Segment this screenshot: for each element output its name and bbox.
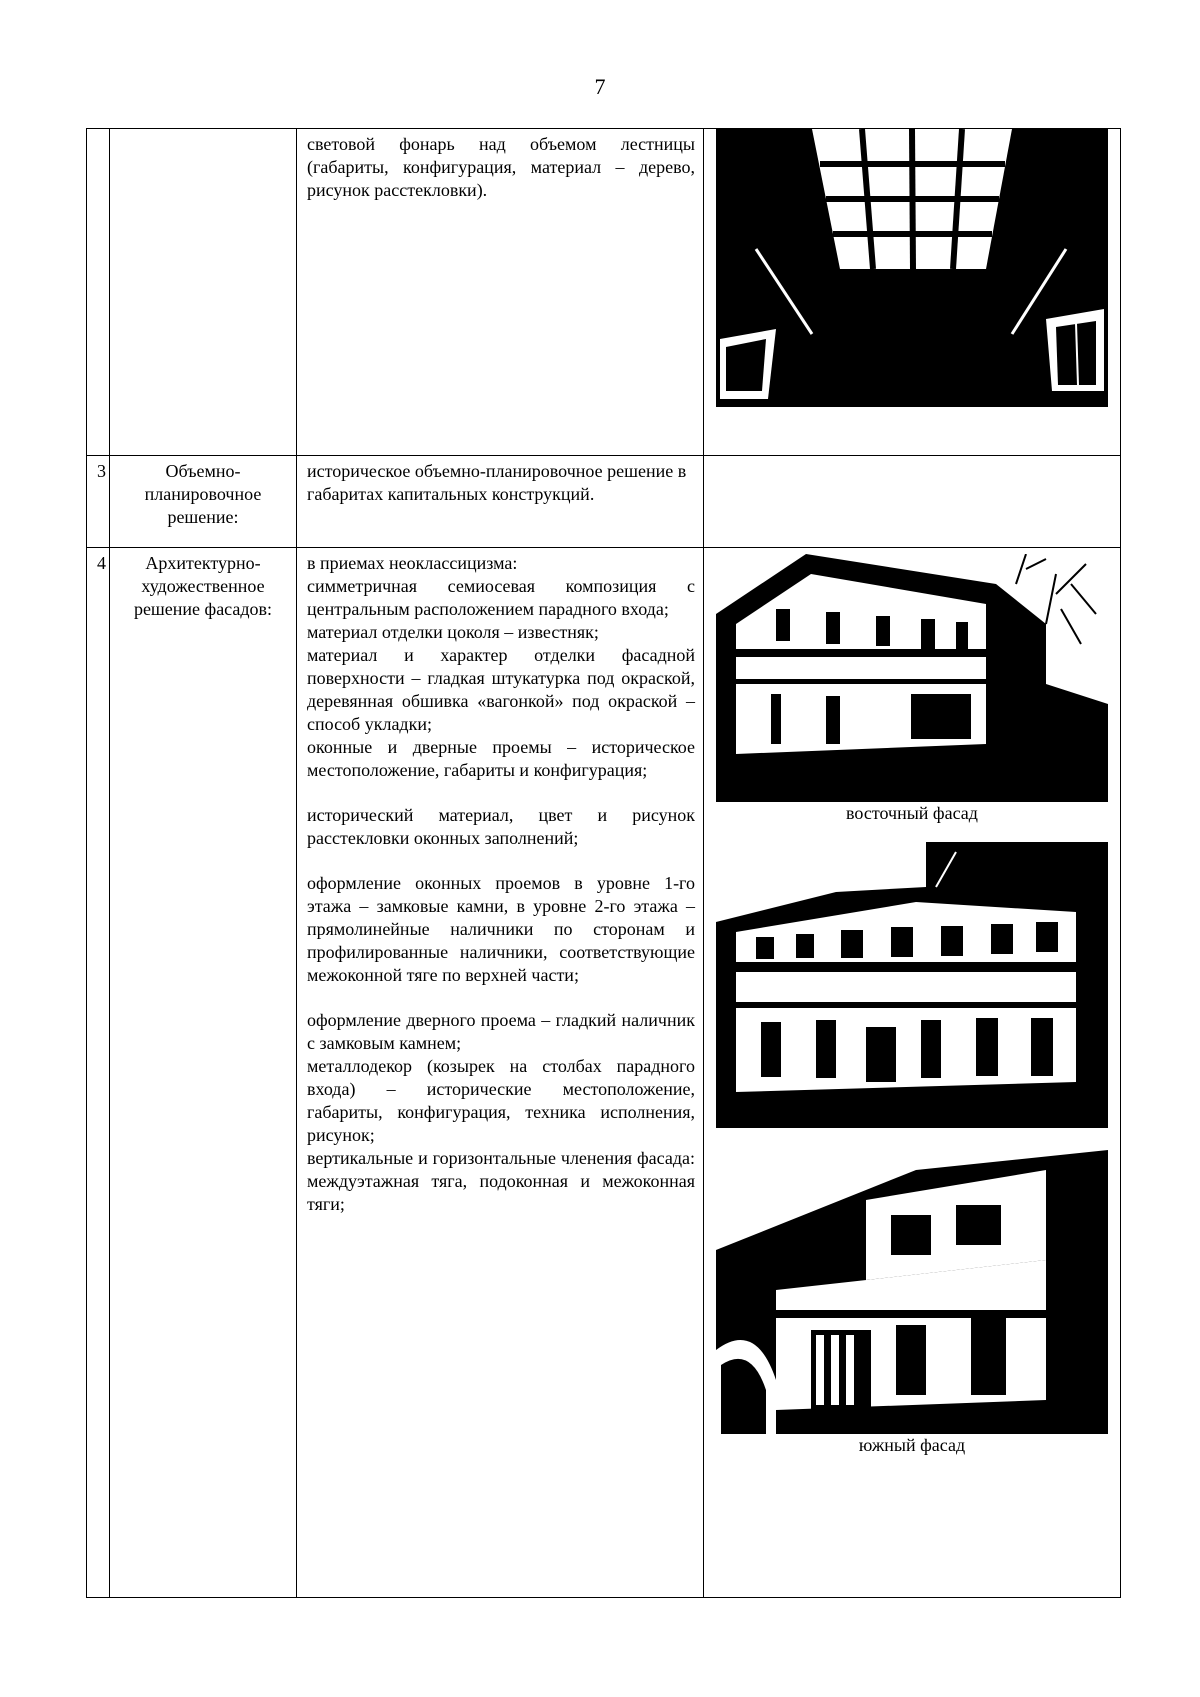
table-row-3	[87, 456, 1121, 548]
description-line: материал отделки цоколя – известняк;	[307, 622, 599, 642]
description-line: материал и характер отделки фасадной поверхности – гладкая штукатурка под окраской, деревянная обшивка «вагонкой» под окраской – способ укладки;	[307, 645, 695, 734]
row-name: Архитектурно-художественное решение фасадов:	[110, 548, 297, 1598]
skylight-photo	[716, 129, 1108, 407]
heritage-table	[86, 128, 1121, 1598]
south-facade-caption: южный фасад	[858, 1435, 966, 1455]
facade-photo-2	[716, 842, 1108, 1128]
row-name	[110, 129, 297, 456]
description-line: световой фонарь над объемом лестницы (габариты, конфигурация, материал – дерево, рисунок расстекловки).	[307, 134, 695, 200]
photo-cell	[704, 548, 1121, 1598]
description-line: металлодекор (козырек на столбах парадного входа) – исторические местоположение, габариты, конфигурация, техника исполнения, рисунок;	[307, 1056, 695, 1145]
description-line: оформление дверного проема – гладкий наличник с замковым камнем;	[307, 1010, 695, 1053]
description-line: оформление оконных проемов в уровне 1-го этажа – замковые камни, в уровне 2-го этажа – прямолинейные наличники по сторонам и профилированные наличники, соответствующие межоконной тяге по верхней части;	[307, 873, 695, 985]
row-description	[297, 548, 704, 1598]
description-line: историческое объемно-планировочное решение в габаритах капитальных конструкций.	[307, 461, 687, 504]
empty-photo-cell	[704, 456, 1121, 548]
row-number: 3	[87, 456, 110, 548]
photo-cell	[704, 129, 1121, 456]
description-line: симметричная семиосевая композиция с центральным расположением парадного входа;	[307, 576, 695, 619]
row-description	[297, 456, 704, 548]
east-facade-caption: восточный фасад	[846, 803, 978, 823]
page-number: 7	[594, 74, 606, 99]
description-line: оконные и дверные проемы – историческое местоположение, габариты и конфигурация;	[307, 737, 695, 780]
description-line: в приемах неоклассицизма:	[307, 553, 518, 573]
row-description	[297, 129, 704, 456]
table-row-4	[87, 548, 1121, 1598]
south-facade-photo	[716, 1150, 1108, 1434]
east-facade-photo	[716, 554, 1108, 802]
table-row-skylight	[87, 129, 1121, 456]
description-line: вертикальные и горизонтальные членения фасада: междуэтажная тяга, подоконная и межоконная тяги;	[307, 1148, 695, 1214]
row-number	[87, 129, 110, 456]
row-name: Объемно-планировочное решение:	[110, 456, 297, 548]
description-line: исторический материал, цвет и рисунок расстекловки оконных заполнений;	[307, 805, 695, 848]
row-number: 4	[87, 548, 110, 1598]
